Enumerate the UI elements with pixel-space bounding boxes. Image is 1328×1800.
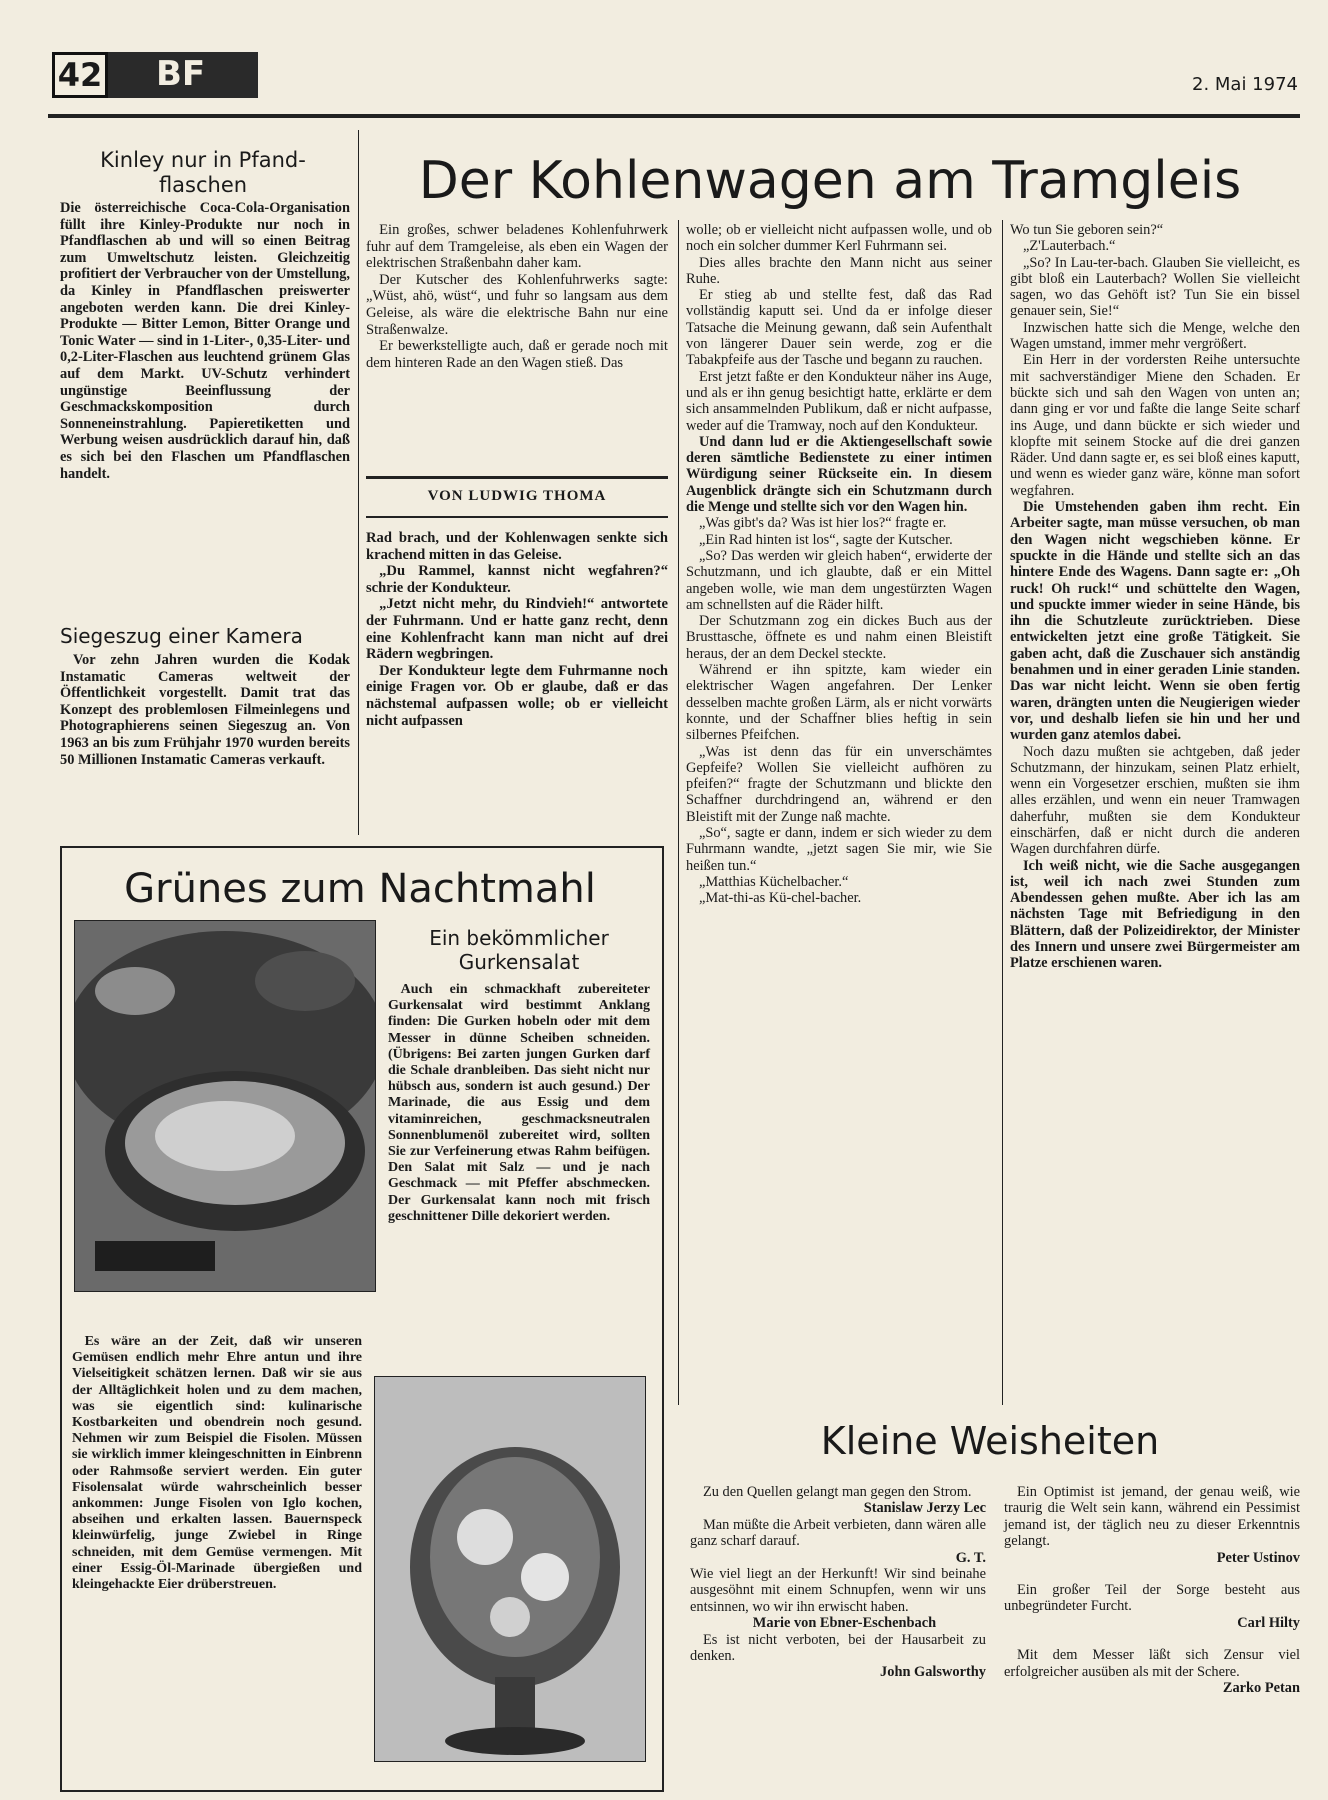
story-paragraph: „Was gibt's da? Was ist hier los?“ fragte er. <box>698 515 947 532</box>
story-paragraph: Rad brach, und der Kohlenwagen senkte sich krachend mitten in das Geleise. <box>366 530 668 563</box>
kinley-headline: Kinley nur in Pfand- flaschen <box>100 148 306 197</box>
salad-bowl-image <box>75 921 375 1291</box>
story-paragraph: Ein Herr in der vordersten Reihe untersuchte mit sachverständiger Miene den Schaden. Er bückte sich und sah den Wagen von unten an; dann ging er vor und faßte die lange Seite scharf ins Auge, und dann bückte er sich wieder und klopfte mit seinem Stocke auf die drei ganzen Räder. Und dann sagte er, es sei bloß eines kaputt, und wenn es wieder ganz wäre, könne man sofort wegfahren. <box>1010 352 1300 499</box>
story-paragraph: „Mat-thi-as Kü-chel-bacher. <box>698 890 862 907</box>
story-paragraph: „So? In Lau-ter-bach. Glauben Sie vielleicht, es gibt bloß ein Lauterbach? Wollen Sie vielleicht sagen, wo das Gehöft ist? Tun Sie ein bissel genauer sein, Sie!“ <box>1010 254 1300 320</box>
quote-text: Es ist nicht verboten, bei der Hausarbeit zu denken. <box>690 1631 986 1665</box>
story-paragraph: „Jetzt nicht mehr, du Rindvieh!“ antwortete der Fuhrmann. Und er hatte ganz recht, denn eine Kohlenfracht kann man nicht auf drei Rädern wegbringen. <box>366 596 668 663</box>
story-paragraph: Noch dazu mußten sie achtgeben, daß jeder Schutzmann, der hinzukam, seinen Platz erhielt, wenn ein Vorgesetzer erschien, mußten sie ihm alles erzählen, und wenn ein neuer Tramwagen daherfuhr, mußten sie dem Kondukteur einschärfen, daß er nicht durch die anderen Wagen durchfahren dürfe. <box>1010 743 1300 858</box>
story-column-3 <box>1010 222 1300 972</box>
salad-glass-image <box>375 1377 645 1761</box>
nachtmahl-intro: Es wäre an der Zeit, daß wir unseren Gemüsen endlich mehr Ehre antun und ihre Vielseitigkeit schätzen lernen. Daß wir sie aus der Alltäglichkeit holen und zu dem machen, was sie eigentlich sind: kulinarische Kostbarkeiten und obendrein noch gesund. Nehmen wir zum Beispiel die Fisolen. Müssen sie wirklich immer kleingeschnitten in Einbrenn oder Rahmsoße serviert werden. Ein guter Fisolensalat würde wahrscheinlich besser ankommen: Junge Fisolen von Iglo kochen, abseihen und erkalten lassen. Bauernspeck kleinwürfelig, junge Zwiebel in Ringe schneiden, mit dem Gemüse vermengen. Mit einer Essig-Öl-Marinade übergießen und kleingehackte Eier drüberstreuen. <box>72 1334 362 1593</box>
story-paragraph: Ich weiß nicht, wie die Sache ausgegangen ist, weil ich nach zwei Stunden zum Abendessen gehen mußte. Aber ich las am nächsten Tage mit Befriedigung in den Blättern, daß der Polizeidirektor, der Minister des Innern und unsere zwei Bürgermeister am Platze erschienen waren. <box>1010 857 1300 972</box>
header-rule <box>48 114 1300 118</box>
story-paragraph: „So“, sagte er dann, indem er sich wieder zu dem Fuhrmann wandte, „jetzt sagen Sie mir, wie Sie heißen tun.“ <box>686 824 992 874</box>
nachtmahl-subtitle: Ein bekömmlicher Gurkensalat <box>429 926 609 974</box>
story-paragraph: „Z'Lauterbach.“ <box>1022 238 1116 255</box>
story-paragraph: „Du Rammel, kannst nicht wegfahren?“ schrie der Kondukteur. <box>366 563 668 596</box>
byline: VON LUDWIG THOMA <box>427 488 607 504</box>
story-paragraph: Er bewerkstelligte auch, daß er gerade noch mit dem hinteren Rade an den Wagen stieß. Das <box>366 338 668 371</box>
column-rule <box>678 220 679 1405</box>
quote-author: John Galsworthy <box>880 1664 986 1681</box>
story-paragraph: Der Schutzmann zog ein dickes Buch aus der Brusttasche, öffnete es und nahm einen Bleistift heraus, der an dem Deckel steckte. <box>686 613 992 662</box>
story-paragraph: „Was ist denn das für ein unverschämtes Gepfeife? Wollen Sie vielleicht aufhören zu pfeifen?“ fragte der Schutzmann und blickte den Schaffner durchdringend an, während er den Bleistift mit der Zunge naß machte. <box>686 743 992 825</box>
section-label: BF <box>156 54 206 94</box>
quote-author: Marie von Ebner-Eschenbach <box>752 1615 937 1632</box>
kinley-body: Die österreichische Coca-Cola-Organisation füllt ihre Kinley-Produkte nur noch in Pfandflaschen ab und will so einen Beitrag zum Umweltschutz leisten. Gleichzeitig profitiert der Verbraucher von der Umstellung, da Kinley in Pfandflaschen preiswerter angeboten werden kann. Die drei Kinley-Produkte — Bitter Lemon, Bitter Orange und Tonic Water — sind in 1-Liter-, 0,35-Liter- und 0,2-Liter-Flaschen aus leuchtend grünem Glas auf dem Markt. UV-Schutz verhindert ungünstige Beeinflussung der Geschmackskomposition durch Sonneneinstrahlung. Papieretiketten und Werbung weisen ausdrücklich darauf hin, daß es sich bei den Flaschen um Pfandflaschen handelt. <box>60 200 350 482</box>
quote-text: Ein Optimist ist jemand, der genau weiß, wie traurig die Welt sein kann, während ein Pessimist jemand ist, der täglich neu zu dieser Erkenntnis gelangt. <box>1004 1484 1300 1550</box>
story-paragraph: „Ein Rad hinten ist los“, sagte der Kutscher. <box>698 531 953 548</box>
quote-author: Stanislaw Jerzy Lec <box>863 1500 986 1517</box>
salad-bowl-photo <box>74 920 376 1292</box>
kamera-headline: Siegeszug einer Kamera <box>60 624 303 648</box>
byline-rule-bottom <box>366 516 668 518</box>
story-column-1-top <box>366 222 668 371</box>
issue-date: 2. Mai 1974 <box>1192 74 1298 95</box>
quote-text: Mit dem Messer läßt sich Zensur viel erfolgreicher ausüben als mit der Schere. <box>1004 1647 1300 1680</box>
story-paragraph: Die Umstehenden gaben ihm recht. Ein Arbeiter sagte, man müsse versuchen, ob man den Wagen nicht wegschieben könne. Er spuckte in die Hände und stellte sich an das hintere Ende des Wagens. Dann sagte er: „Oh ruck! Oh ruck!“ und schüttelte den Wagen, und spuckte immer wieder in seine Hände, bis ihn die Schutzleute zurücktrieben. Diese entwickelten jetzt eine große Tätigkeit. Sie gaben acht, daß die Zuschauer sich anständig benahmen und in einer geraden Linie standen. Das war nicht leicht. Wenn sie oben fertig waren, drängten unten die Neugierigen wieder vor, und deshalb liefen sie hin und her und wurden ganz atemlos dabei. <box>1010 499 1300 744</box>
story-paragraph: „So? Das werden wir gleich haben“, erwiderte der Schutzmann, und ich glaubte, daß er ein Mittel angeben wolle, wie man dem ungestürzten Wagen am schnellsten auf die Räder hilft. <box>686 547 992 613</box>
story-headline: Der Kohlenwagen am Tramgleis <box>418 151 1242 211</box>
nachtmahl-headline: Grünes zum Nachtmahl <box>124 866 596 912</box>
nachtmahl-recipe: Auch ein schmackhaft zubereiteter Gurkensalat wird bestimmt Anklang finden: Die Gurken hobeln oder mit dem Messer in dünne Scheiben schneiden. (Übrigens: Bei zarten jungen Gurken darf die Schale dranbleiben. Das sieht nicht nur hübsch aus, sondern ist auch gesund.) Der Marinade, die aus Essig und dem vitaminreichen, geschmacksneutralen Sonnenblumenöl zubereitet wird, sollten Sie zur Verfeinerung etwas Rahm beifügen. Den Salat mit Salz — und je nach Geschmack — mit Pfeffer abschmecken. Der Gurkensalat kann noch mit frisch geschnittener Dille dekoriert werden. <box>388 982 650 1224</box>
story-paragraph: Der Kutscher des Kohlenfuhrwerks sagte: „Wüst, ahö, wüst“, und fuhr so langsam aus dem Geleise, als wäre die elektrische Bahn nur eine Straßenwalze. <box>366 271 668 338</box>
story-column-1-bottom <box>366 530 668 729</box>
salad-glass-photo <box>374 1376 646 1762</box>
weisheiten-headline: Kleine Weisheiten <box>820 1419 1160 1463</box>
quote-author: Zarko Petan <box>1222 1680 1300 1697</box>
story-paragraph: Erst jetzt faßte er den Kondukteur näher ins Auge, und als er ihn genug besichtigt hatte, erklärte er dem sich ansammelnden Publikum, daß er nicht aufpasse, weder auf die Tramway, noch auf den Kondukteur. <box>686 368 992 434</box>
quote-text: Zu den Quellen gelangt man gegen den Strom. <box>702 1484 972 1500</box>
story-column-2 <box>686 222 992 906</box>
column-rule <box>358 130 359 835</box>
quote-author: Peter Ustinov <box>1216 1549 1300 1566</box>
story-paragraph: wolle; ob er vielleicht nicht aufpassen wolle, und ob noch ein solcher dummer Kerl Fuhrmann sei. <box>686 222 992 255</box>
weisheiten-right-column <box>1004 1484 1300 1696</box>
byline-rule-top <box>366 476 668 479</box>
story-paragraph: „Matthias Küchelbacher.“ <box>698 873 849 890</box>
story-paragraph: Während er ihn spitzte, kam wieder ein elektrischer Wagen angefahren. Der Lenker desselben machte großen Lärm, als er nicht vorwärts konnte, und der Schaffner blies heftig in sein silbernes Pfeifchen. <box>686 662 992 744</box>
story-paragraph: Wo tun Sie geboren sein?“ <box>1010 222 1164 238</box>
story-paragraph: Dies alles brachte den Mann nicht aus seiner Ruhe. <box>686 254 992 287</box>
kamera-body: Vor zehn Jahren wurden die Kodak Instamatic Cameras weltweit der Öffentlichkeit vorgestellt. Damit trat das Konzept des problemlosen Filmeinlegens und Photographierens seinen Siegeszug an. Von 1963 an bis zum Frühjahr 1970 wurden bereits 50 Millionen Instamatic Cameras verkauft. <box>60 652 350 768</box>
quote-text: Man müßte die Arbeit verbieten, dann wären alle ganz scharf darauf. <box>690 1516 986 1550</box>
column-rule <box>1002 220 1003 1405</box>
story-paragraph: Er stieg ab und stellte fest, daß das Rad vollständig kaputt sei. Und da er infolge dieser Tatsache die Meinung gewann, daß sein Aufenthalt von längerer Dauer sein werde, zog er die Tabakpfeife aus der Tasche und begann zu rauchen. <box>686 287 992 369</box>
weisheiten-left-column <box>690 1484 986 1681</box>
story-paragraph: Der Kondukteur legte dem Fuhrmanne noch einige Fragen vor. Ob er glaube, daß er das nächstemal aufpassen wolle; ob er vielleicht nicht aufpassen <box>366 662 668 729</box>
quote-author: Carl Hilty <box>1237 1614 1300 1631</box>
story-paragraph: Ein großes, schwer beladenes Kohlenfuhrwerk fuhr auf dem Tramgeleise, als eben ein Wagen der elektrischen Straßenbahn daher kam. <box>366 222 668 272</box>
quote-text: Wie viel liegt an der Herkunft! Wir sind beinahe ausgesöhnt mit einem Schnupfen, wenn wir uns entsinnen, wo wir ihn erwischt haben. <box>690 1566 986 1615</box>
story-paragraph: Inzwischen hatte sich die Menge, welche den Wagen umstand, immer mehr vergrößert. <box>1010 319 1300 353</box>
page-number: 42 <box>52 52 108 98</box>
quote-text: Ein großer Teil der Sorge besteht aus unbegründeter Furcht. <box>1004 1582 1300 1615</box>
quote-author: G. T. <box>955 1549 986 1566</box>
story-paragraph: Und dann lud er die Aktiengesellschaft sowie deren sämtliche Bedienstete zu einer intimen Würdigung seiner Rückseite ein. In diesem Augenblick drängte sich ein Schutzmann durch die Menge und stellte sich vor den Wagen hin. <box>686 433 992 516</box>
